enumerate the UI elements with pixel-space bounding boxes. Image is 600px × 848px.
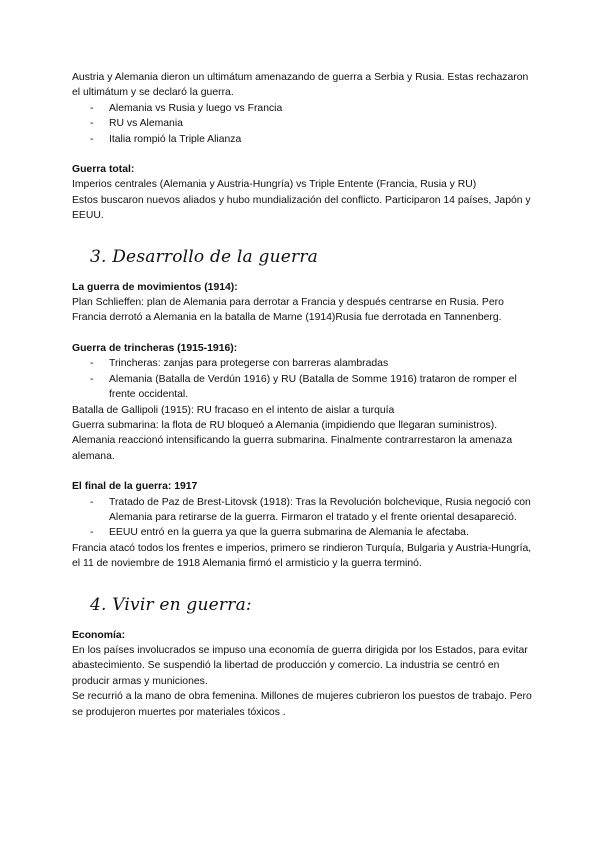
section3-title: 3. Desarrollo de la guerra (90, 246, 318, 267)
list-item: - RU vs Alemania (72, 116, 532, 131)
economia-heading: Economía: (72, 629, 126, 641)
list-item: - Tratado de Paz de Brest-Litovsk (1918): Tras la Revolución bolchevique, Rusia negoció con Alemania para retirarse de la guerra. Firmaron el tratado y el frente oriental desapareció. (72, 495, 532, 526)
gallipoli-text: Batalla de Gallipoli (1915): RU fracaso en el intento de aislar a turquía (72, 404, 395, 416)
guerra-total-line1: Imperios centrales (Alemania y Austria-Hungría) vs Triple Entente (Francia, Rusia y RU) (72, 179, 477, 191)
movimientos-heading: La guerra de movimientos (1914): (72, 281, 238, 293)
submarina-text: Guerra submarina: la flota de RU bloqueó a Alemania (impidiendo que llegaran suministros). Alemania reaccionó intensificando la guerra submarina. Finalmente contrarrestaron la amenaza alemana. (72, 419, 513, 462)
final-heading: El final de la guerra: 1917 (72, 481, 198, 493)
movimientos-text: Plan Schlieffen: plan de Alemania para derrotar a Francia y después centrarse en Rusia. Pero Francia derrotó a Alemania en la batalla de Marne (1914)Rusia fue derrotada en Tannenberg. (72, 297, 504, 324)
list-item: - Alemania (Batalla de Verdún 1916) y RU (Batalla de Somme 1916) trataron de romper el frente occidental. (72, 372, 532, 403)
intro-list (72, 101, 532, 147)
trincheras-heading: Guerra de trincheras (1915-1916): (72, 342, 238, 354)
section4-title: 4. Vivir en guerra: (90, 594, 252, 615)
list-item: - Italia rompió la Triple Alianza (72, 132, 532, 147)
trincheras-list (72, 356, 532, 402)
economia-text1: En los países involucrados se impuso una economía de guerra dirigida por los Estados, para evitar abastecimiento. Se suspendió la libertad de producción y comercio. La industria se centró en producir armas y municiones. (72, 644, 528, 687)
guerra-total-heading: Guerra total: (72, 164, 135, 176)
final-text: Francia atacó todos los frentes e imperios, primero se rindieron Turquía, Bulgaria y Austria-Hungría, el 11 de noviembre de 1918 Alemania firmó el armisticio y la guerra terminó. (72, 542, 532, 570)
economia-text2: Se recurrió a la mano de obra femenina. Millones de mujeres cubrieron los puestos de trabajo. Pero se produjeron muertes por materiales tóxicos . (72, 691, 532, 718)
list-item: - Alemania vs Rusia y luego vs Francia (72, 101, 532, 116)
document-page (72, 70, 532, 720)
list-item: - EEUU entró en la guerra ya que la guerra submarina de Alemania le afectaba. (72, 525, 532, 540)
guerra-total-line2: Estos buscaron nuevos aliados y hubo mundialización del conflicto. Participaron 14 países, Japón y EEUU. (72, 194, 531, 222)
intro-paragraph: Austria y Alemania dieron un ultimátum amenazando de guerra a Serbia y Rusia. Estas rechazaron el ultimátum y se declaró la guerra. (72, 72, 529, 99)
final-list (72, 495, 532, 541)
list-item: - Trincheras: zanjas para protegerse con barreras alambradas (72, 356, 532, 371)
